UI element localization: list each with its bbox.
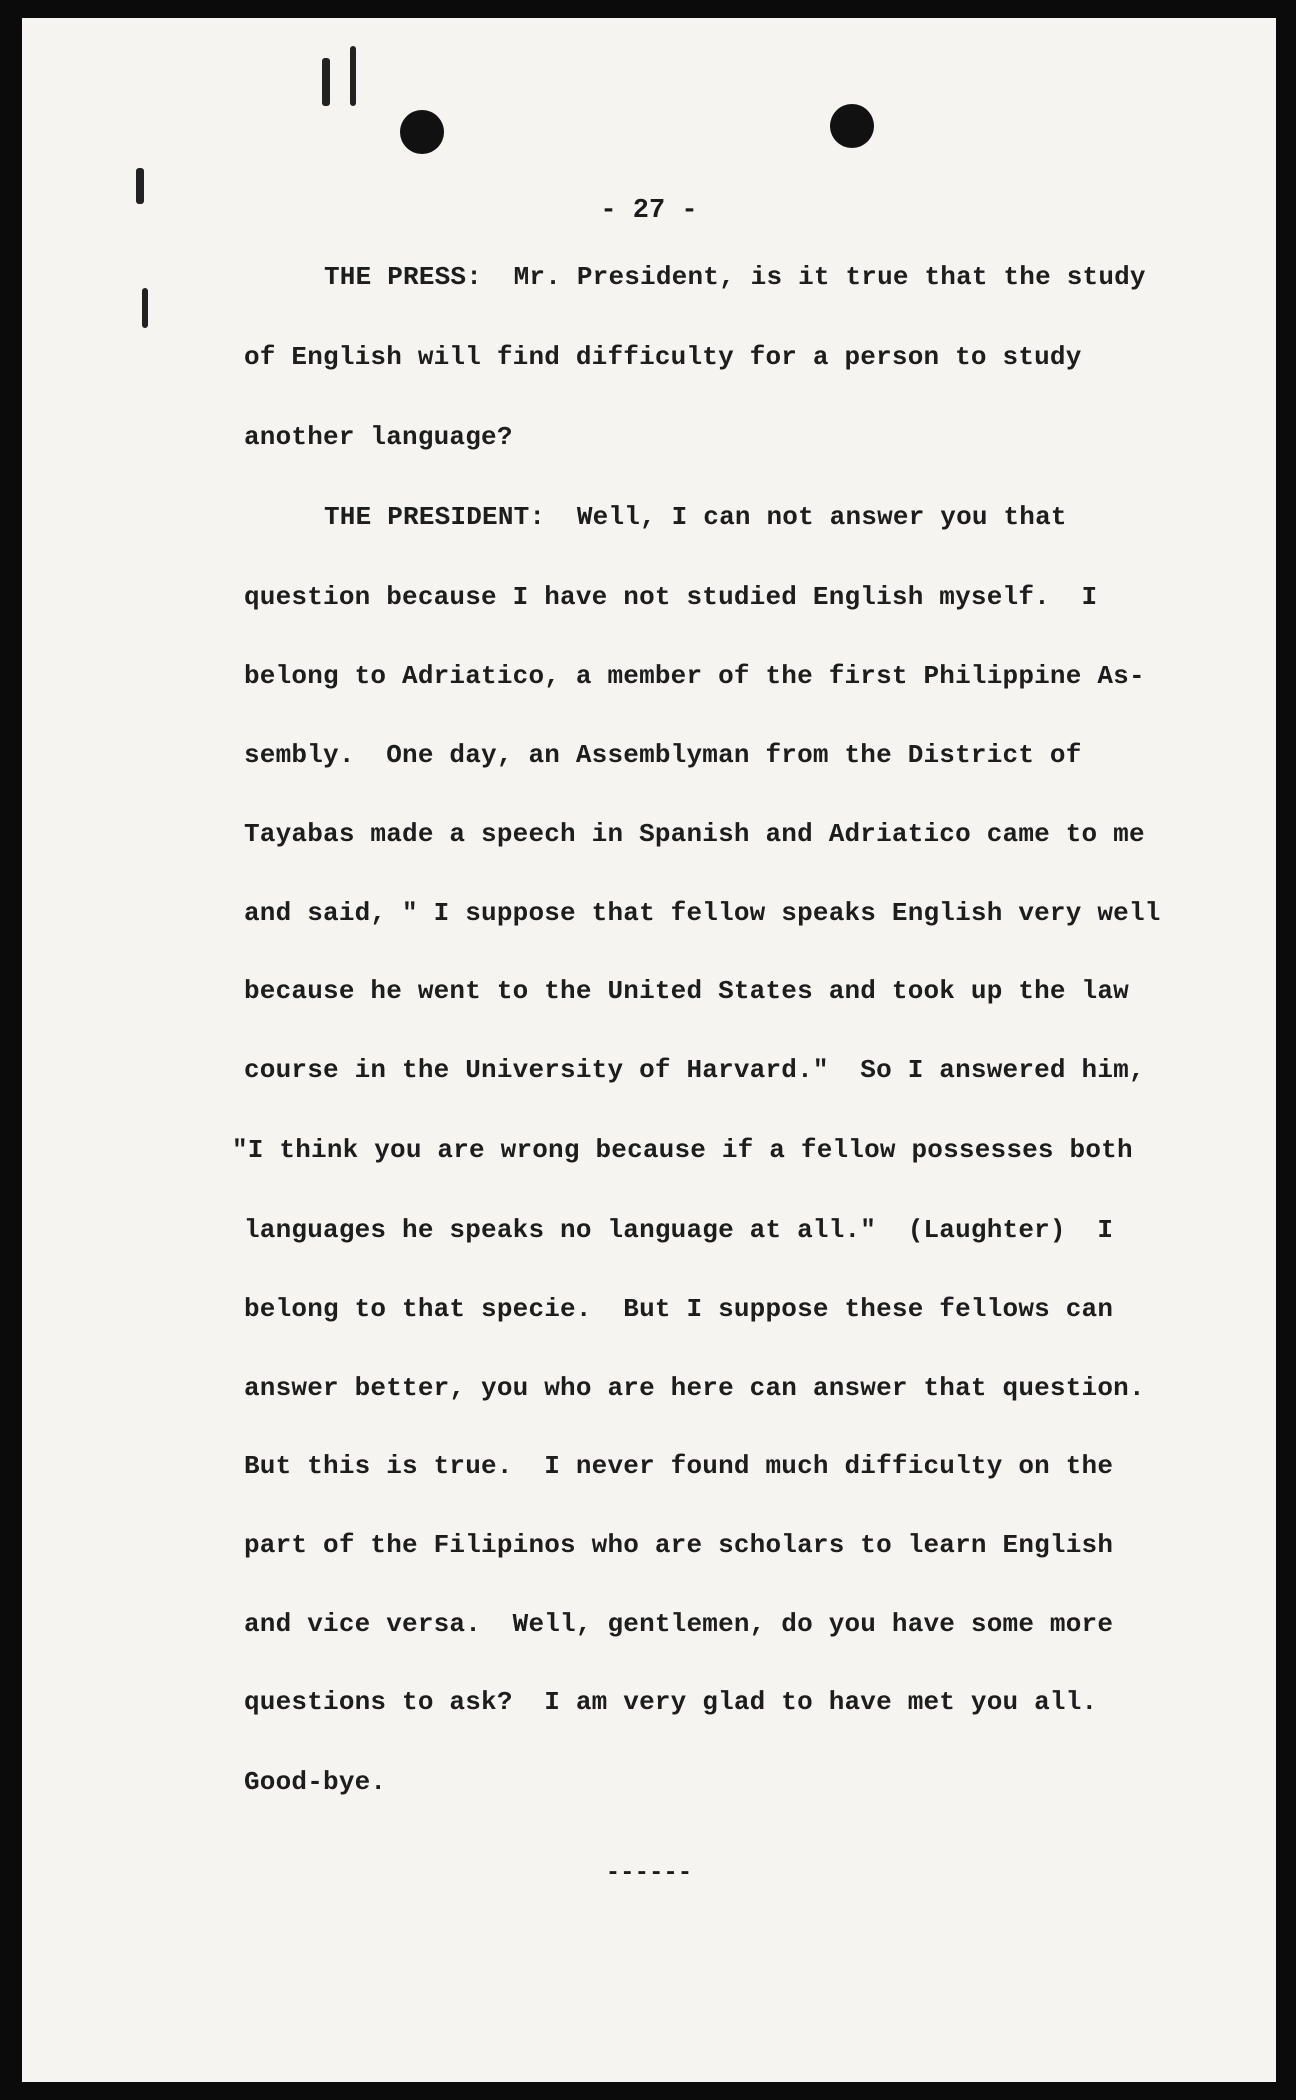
- punch-hole: [400, 110, 444, 154]
- text-line: of English will find difficulty for a person to study: [244, 342, 1082, 372]
- text-line: THE PRESIDENT: Well, I can not answer you that: [324, 502, 1067, 532]
- text-line: belong to Adriatico, a member of the first Philippine As-: [244, 661, 1145, 691]
- text-line: languages he speaks no language at all." (Laughter) I: [244, 1215, 1114, 1245]
- text-line: "I think you are wrong because if a fellow possesses both: [232, 1135, 1133, 1165]
- text-line: and said, " I suppose that fellow speaks English very well: [244, 898, 1161, 928]
- text-line: Tayabas made a speech in Spanish and Adriatico came to me: [244, 819, 1145, 849]
- text-line: part of the Filipinos who are scholars to learn English: [244, 1530, 1114, 1560]
- ink-smudge: [142, 288, 148, 328]
- text-line: belong to that specie. But I suppose these fellows can: [244, 1294, 1114, 1324]
- text-line: answer better, you who are here can answer that question.: [244, 1373, 1145, 1403]
- ink-smudge: [350, 46, 356, 106]
- text-line: But this is true. I never found much difficulty on the: [244, 1451, 1114, 1481]
- document-page: [22, 18, 1276, 2082]
- text-line: another language?: [244, 422, 513, 452]
- end-mark: ------: [605, 1860, 693, 1887]
- text-line: because he went to the United States and took up the law: [244, 976, 1129, 1006]
- punch-hole: [830, 104, 874, 148]
- text-line: course in the University of Harvard." So I answered him,: [244, 1055, 1145, 1085]
- ink-smudge: [322, 58, 330, 106]
- text-line: question because I have not studied English myself. I: [244, 582, 1098, 612]
- page-number: - 27 -: [600, 196, 698, 226]
- text-line: Good-bye.: [244, 1767, 387, 1797]
- text-line: and vice versa. Well, gentlemen, do you have some more: [244, 1609, 1114, 1639]
- text-line: THE PRESS: Mr. President, is it true that the study: [324, 262, 1146, 292]
- text-line: questions to ask? I am very glad to have met you all.: [244, 1687, 1098, 1717]
- text-line: sembly. One day, an Assemblyman from the District of: [244, 740, 1082, 770]
